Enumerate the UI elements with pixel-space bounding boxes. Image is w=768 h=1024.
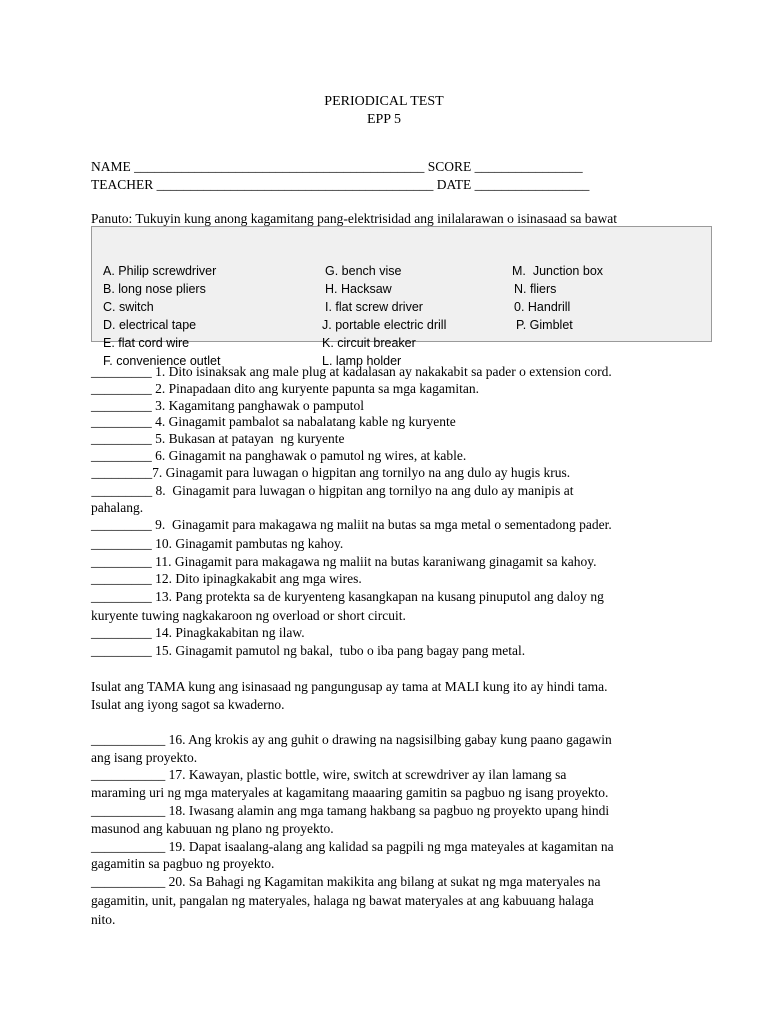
question-item: _________ 13. Pang protekta sa de kuryenteng kasangkapan na kusang pinuputol ang daloy ng [91, 589, 604, 604]
question-item: ___________ 20. Sa Bahagi ng Kagamitan makikita ang bilang at sukat ng mga materyales na [91, 874, 601, 889]
question-item: ___________ 16. Ang krokis ay ang guhit o drawing na nagsisilbing gabay kung paano gagawin [91, 732, 612, 747]
choice-item: K. circuit breaker [322, 336, 416, 350]
choice-item: N. fliers [514, 282, 557, 296]
question-item: _________ 8. Ginagamit para luwagan o higpitan ang tornilyo na ang dulo ay manipis at [88, 483, 574, 498]
question-item: ___________ 19. Dapat isaalang-alang ang kalidad sa pagpili ng mga mateyales at kagamitan na [91, 839, 614, 854]
name-score-line: NAME ___________________________________________ SCORE ________________ [91, 159, 583, 174]
choice-item: E. flat cord wire [103, 336, 190, 350]
choice-item: L. lamp holder [322, 354, 402, 368]
choice-item: P. Gimblet [516, 318, 573, 332]
question-item: _________ 10. Ginagamit pambutas ng kahoy. [91, 536, 344, 551]
question-item: _________ 3. Kagamitang panghawak o pamputol [91, 398, 364, 413]
question-item-continuation: kuryente tuwing nagkakaroon ng overload or short circuit. [91, 608, 406, 623]
question-item: _________7. Ginagamit para luwagan o higpitan ang tornilyo na ang dulo ay hugis krus. [88, 465, 571, 480]
question-item-continuation: maraming uri ng mga materyales at kagamitang maaaring gamitin sa pagbuo ng isang proyekto. [91, 785, 609, 800]
question-item: _________ 9. Ginagamit para makagawa ng maliit na butas sa mga metal o sementadong pader. [91, 517, 612, 532]
choice-item: I. flat screw driver [325, 300, 423, 314]
question-item-continuation: nito. [91, 912, 116, 927]
question-item-continuation: ang isang proyekto. [91, 750, 198, 765]
page-title: PERIODICAL TEST [324, 94, 444, 109]
choice-item: J. portable electric drill [322, 318, 447, 332]
instruction-part2-line2: Isulat ang iyong sagot sa kwaderno. [91, 697, 285, 712]
question-item: _________ 15. Ginagamit pamutol ng bakal, tubo o iba pang bagay pang metal. [91, 643, 526, 658]
choice-item: D. electrical tape [103, 318, 197, 332]
question-item-continuation: gagamitin sa pagbuo ng proyekto. [91, 856, 275, 871]
choice-item: G. bench vise [325, 264, 402, 278]
choice-item: M. Junction box [512, 264, 604, 278]
choice-item: A. Philip screwdriver [103, 264, 217, 278]
choice-item: 0. Handrill [514, 300, 571, 314]
page-subtitle: EPP 5 [366, 112, 402, 127]
question-item-continuation: pahalang. [91, 500, 144, 515]
question-item: _________ 14. Pinagkakabitan ng ilaw. [91, 625, 305, 640]
teacher-date-line: TEACHER _________________________________________ DATE _________________ [91, 177, 590, 192]
choice-item: H. Hacksaw [325, 282, 392, 296]
question-item: _________ 1. Dito isinaksak ang male plug at kadalasan ay nakakabit sa pader o extension cord. [91, 364, 612, 379]
choice-item: F. convenience outlet [103, 354, 221, 368]
choice-item: C. switch [103, 300, 154, 314]
question-item: _________ 2. Pinapadaan dito ang kuryente papunta sa mga kagamitan. [91, 381, 480, 396]
question-item: _________ 4. Ginagamit pambalot sa nabalatang kable ng kuryente [91, 414, 456, 429]
question-item: ___________ 17. Kawayan, plastic bottle, wire, switch at screwdriver ay ilan lamang sa [91, 767, 567, 782]
instruction-part2-line1: Isulat ang TAMA kung ang isinasaad ng pangungusap ay tama at MALI kung ito ay hindi tama. [91, 679, 608, 694]
question-item: _________ 6. Ginagamit na panghawak o pamutol ng wires, at kable. [91, 448, 467, 463]
question-item: ___________ 18. Iwasang alamin ang mga tamang hakbang sa pagbuo ng proyekto upang hindi [91, 803, 610, 818]
choice-item: B. long nose pliers [103, 282, 206, 296]
question-item-continuation: masunod ang kabuuan ng plano ng proyekto. [91, 821, 334, 836]
question-item: _________ 5. Bukasan at patayan ng kuryente [91, 431, 345, 446]
instruction-part1: Panuto: Tukuyin kung anong kagamitang pang-elektrisidad ang inilalarawan o isinasaad sa bawat [91, 211, 618, 226]
question-item-continuation: gagamitin, unit, pangalan ng materyales, halaga ng bawat materyales at ang kabuuang halaga [91, 893, 594, 908]
question-item: _________ 12. Dito ipinagkakabit ang mga wires. [91, 571, 362, 586]
question-item: _________ 11. Ginagamit para makagawa ng maliit na butas karaniwang ginagamit sa kahoy. [91, 554, 597, 569]
